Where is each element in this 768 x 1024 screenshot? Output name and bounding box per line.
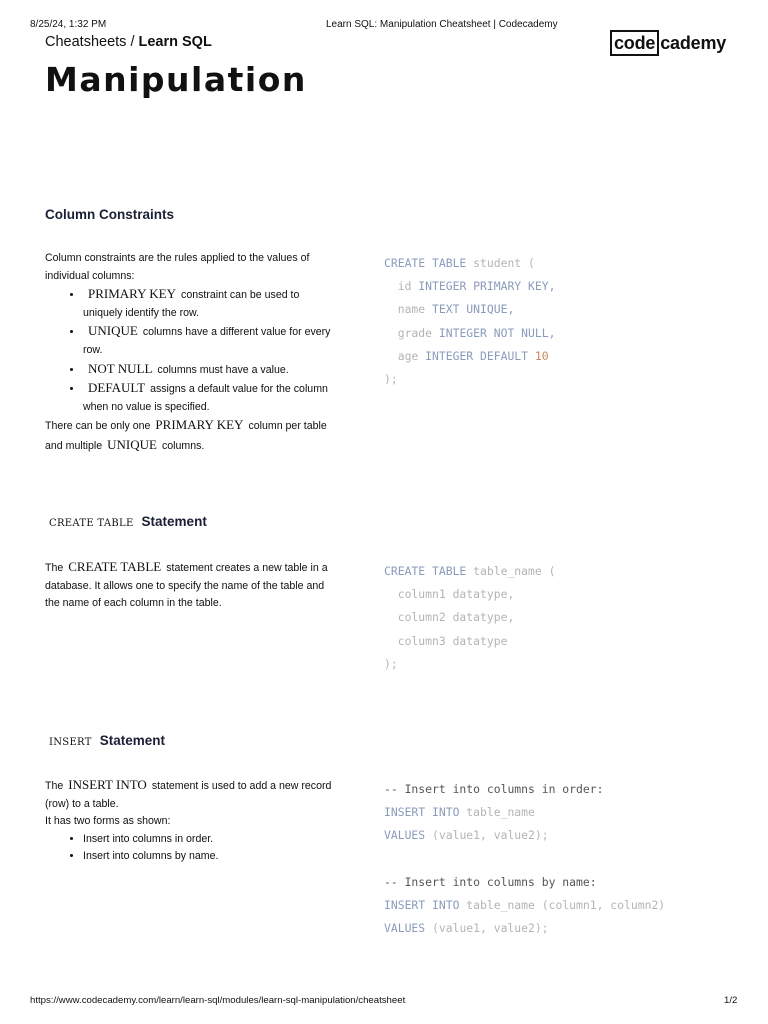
list-item: • NOT NULL columns must have a value.	[83, 360, 335, 380]
section-heading-create-table: CREATE TABLE Statement	[49, 514, 207, 529]
print-footer-url[interactable]: https://www.codecademy.com/learn/learn-sql/modules/learn-sql-manipulation/cheatsheet	[30, 995, 406, 1006]
constraints-intro: Column constraints are the rules applied to the values of individual columns:	[45, 252, 310, 282]
page-title: Manipulation	[45, 60, 307, 99]
section-heading-insert: INSERT Statement	[49, 733, 165, 748]
code-block-create-table: CREATE TABLE table_name ( column1 datatype, column2 datatype, column3 datatype );	[384, 564, 556, 671]
list-item: • Insert into columns in order.	[83, 831, 335, 849]
breadcrumb	[45, 34, 212, 50]
breadcrumb-link-cheatsheets[interactable]: Cheatsheets /	[45, 34, 139, 50]
list-item: • DEFAULT assigns a default value for the column when no value is specified.	[83, 379, 335, 416]
insert-forms-list	[45, 831, 335, 866]
list-item: • Insert into columns by name.	[83, 848, 335, 866]
list-item: • UNIQUE columns have a different value for every row.	[83, 322, 335, 359]
insert-description: The INSERT INTO statement is used to add a new record (row) to a table. It has two forms as shown: • Insert into columns in order. • Insert into columns by name.	[45, 776, 335, 866]
print-datetime: 8/25/24, 1:32 PM	[30, 19, 107, 30]
codecademy-logo[interactable]	[610, 30, 726, 56]
print-page-number: 1/2	[724, 995, 738, 1006]
logo-box-text: code	[610, 30, 659, 56]
section-heading-column-constraints: Column Constraints	[45, 207, 175, 222]
list-item: • PRIMARY KEY constraint can be used to uniquely identify the row.	[83, 285, 335, 322]
logo-rest-text: cademy	[660, 32, 727, 53]
constraints-outro: There can be only one PRIMARY KEY column per table and multiple UNIQUE columns.	[45, 417, 327, 452]
code-block-insert: -- Insert into columns in order: INSERT INTO table_name VALUES (value1, value2); -- Insert into columns by name: INSERT INTO table_name (column1, column2) VALUES (value1, value2);	[384, 782, 666, 936]
create-table-description: The CREATE TABLE statement creates a new table in a database. It allows one to specify the name of the table and the name of each column in the table.	[45, 559, 328, 610]
code-block-constraints: CREATE TABLE student ( id INTEGER PRIMARY KEY, name TEXT UNIQUE, grade INTEGER NOT NULL, age INTEGER DEFAULT 10 );	[384, 256, 556, 387]
constraints-list	[45, 285, 335, 416]
breadcrumb-current[interactable]: Learn SQL	[138, 34, 212, 50]
constraints-description	[45, 250, 335, 456]
print-page-title: Learn SQL: Manipulation Cheatsheet | Codecademy	[326, 19, 558, 30]
